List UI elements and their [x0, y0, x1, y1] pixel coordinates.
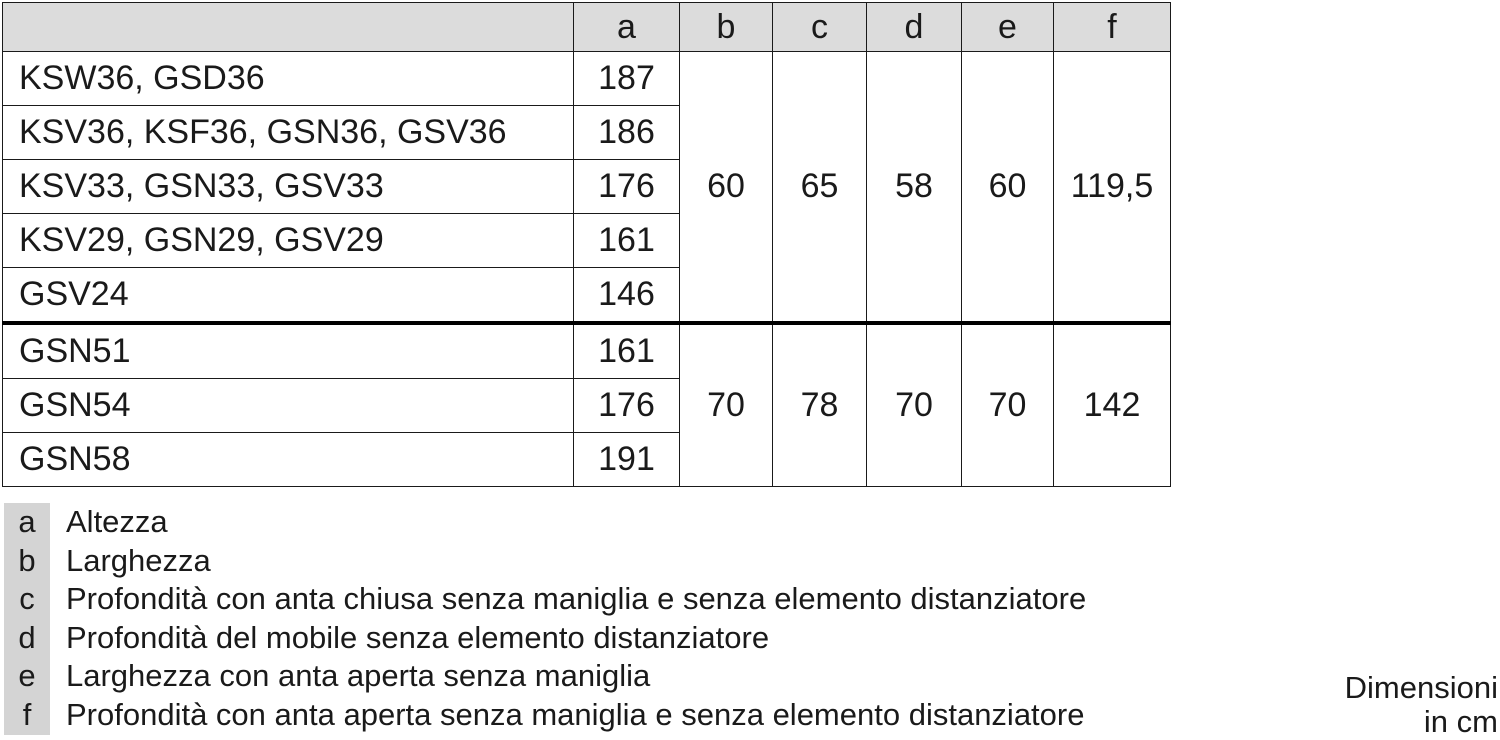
- width-open-cell: 60: [962, 52, 1054, 324]
- model-cell: GSN58: [3, 433, 574, 487]
- cabinet-depth-cell: 70: [867, 323, 962, 487]
- units-line-1: Dimensioni: [1344, 670, 1498, 705]
- legend-key: b: [4, 542, 50, 581]
- depth-open-cell: 119,5: [1054, 52, 1171, 324]
- dimensions-table: [2, 2, 1171, 487]
- model-cell: GSN54: [3, 379, 574, 433]
- width-open-cell: 70: [962, 323, 1054, 487]
- legend-item: [4, 542, 1086, 581]
- header-d: d: [867, 3, 962, 52]
- model-cell: GSN51: [3, 323, 574, 379]
- header-c: c: [773, 3, 867, 52]
- header-f: f: [1054, 3, 1171, 52]
- table-header-row: [3, 3, 1171, 52]
- legend-item: [4, 696, 1086, 735]
- legend-text: Profondità con anta aperta senza maniglia e senza elemento distanziatore: [66, 696, 1085, 732]
- legend-item: [4, 657, 1086, 696]
- depth-closed-cell: 65: [773, 52, 867, 324]
- height-cell: 186: [574, 106, 680, 160]
- width-cell: 70: [680, 323, 773, 487]
- legend-key: e: [4, 657, 50, 696]
- legend-text: Larghezza con anta aperta senza maniglia: [66, 658, 651, 694]
- table-row: [3, 52, 1171, 106]
- height-cell: 187: [574, 52, 680, 106]
- model-cell: KSV33, GSN33, GSV33: [3, 160, 574, 214]
- legend-key: a: [4, 503, 50, 542]
- header-b: b: [680, 3, 773, 52]
- model-cell: KSV36, KSF36, GSN36, GSV36: [3, 106, 574, 160]
- legend-item: [4, 619, 1086, 658]
- table-row: [3, 323, 1171, 379]
- legend-key: d: [4, 619, 50, 658]
- model-cell: KSW36, GSD36: [3, 52, 574, 106]
- legend-text: Altezza: [66, 504, 168, 539]
- height-cell: 191: [574, 433, 680, 487]
- height-cell: 176: [574, 379, 680, 433]
- header-model: [3, 3, 574, 52]
- legend: [4, 503, 1086, 735]
- width-cell: 60: [680, 52, 773, 324]
- units-line-2: in cm: [1423, 704, 1498, 739]
- legend-text: Profondità del mobile senza elemento distanziatore: [66, 619, 770, 655]
- model-cell: GSV24: [3, 268, 574, 324]
- height-cell: 161: [574, 323, 680, 379]
- depth-open-cell: 142: [1054, 323, 1171, 487]
- height-cell: 146: [574, 268, 680, 324]
- header-a: a: [574, 3, 680, 52]
- legend-item: [4, 503, 1086, 542]
- header-e: e: [962, 3, 1054, 52]
- model-cell: KSV29, GSN29, GSV29: [3, 214, 574, 268]
- cabinet-depth-cell: 58: [867, 52, 962, 324]
- legend-key: c: [4, 580, 50, 619]
- legend-text: Larghezza: [66, 542, 211, 578]
- units-note: [1345, 671, 1498, 739]
- legend-item: [4, 580, 1086, 619]
- height-cell: 161: [574, 214, 680, 268]
- height-cell: 176: [574, 160, 680, 214]
- legend-text: Profondità con anta chiusa senza maniglia e senza elemento distanziatore: [66, 581, 1087, 617]
- legend-key: f: [4, 696, 50, 735]
- depth-closed-cell: 78: [773, 323, 867, 487]
